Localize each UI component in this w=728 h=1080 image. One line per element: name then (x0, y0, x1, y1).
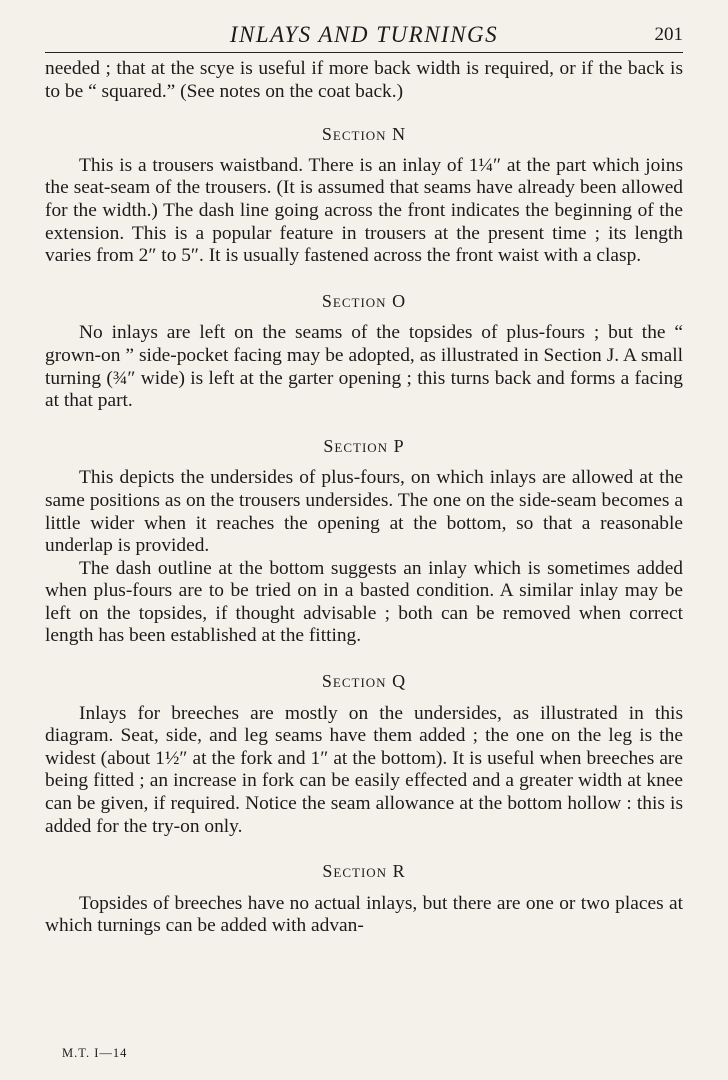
running-title: INLAYS AND TURNINGS (229, 22, 499, 47)
body-text (45, 58, 683, 938)
section-n-heading: Section N (321, 124, 407, 145)
section-p-paragraph-2: The dash outline at the bottom suggests an inlay which is sometimes added when plus-fours are to be tried on in a basted condition. A similar inlay may be left on the topsides, if thought advisable ; both can be removed when correct length has been established at the fitting. (45, 557, 683, 647)
section-r-paragraph: Topsides of breeches have no actual inlays, but there are one or two places at which turnings can be added with advan- (45, 892, 683, 937)
section-q-paragraph: Inlays for breeches are mostly on the undersides, as illustrated in this diagram. Seat, side, and leg seams have them added ; the one on the leg is the widest (about 1½″ at the fork and 1″ at the bottom). It is useful when breeches are being fitted ; an increase in fork can be easily effected and a greater width at knee can be given, if required. Notice the seam allowance at the bottom hollow : this is added for the try-on only. (45, 702, 683, 837)
page-number: 201 (654, 24, 683, 45)
section-n-paragraph: This is a trousers waistband. There is an inlay of 1¼″ at the part which joins the seat-seam of the trousers. (It is assumed that seams have already been allowed for the width.) The dash line going across the front indicates the beginning of the extension. This is a popular feature in trousers at the present time ; its length varies from 2″ to 5″. It is usually fastened across the front waist with a clasp. (45, 154, 683, 267)
section-p-heading: Section P (323, 435, 405, 456)
section-o-paragraph: No inlays are left on the seams of the topsides of plus-fours ; but the “ grown-on ” side-pocket facing may be adopted, as illustrated in Section J. A small turning (¾″ wide) is left at the garter opening ; this turns back and forms a facing at that part. (45, 322, 683, 412)
running-header (45, 18, 683, 53)
continuation-paragraph: needed ; that at the scye is useful if more back width is required, or if the back is to be “ squared.” (See notes on the coat back.) (45, 58, 683, 102)
section-o-heading: Section O (321, 290, 407, 311)
section-q-heading: Section Q (321, 671, 407, 692)
section-p-paragraph-1: This depicts the undersides of plus-fours, on which inlays are allowed at the same positions as on the trousers undersides. The one on the side-seam becomes a little wider when it reaches the opening at the bottom, so that a reasonable underlap is provided. (45, 467, 683, 557)
printer-signature: M.T. I—14 (62, 1046, 128, 1060)
section-r-heading: Section R (322, 861, 406, 882)
